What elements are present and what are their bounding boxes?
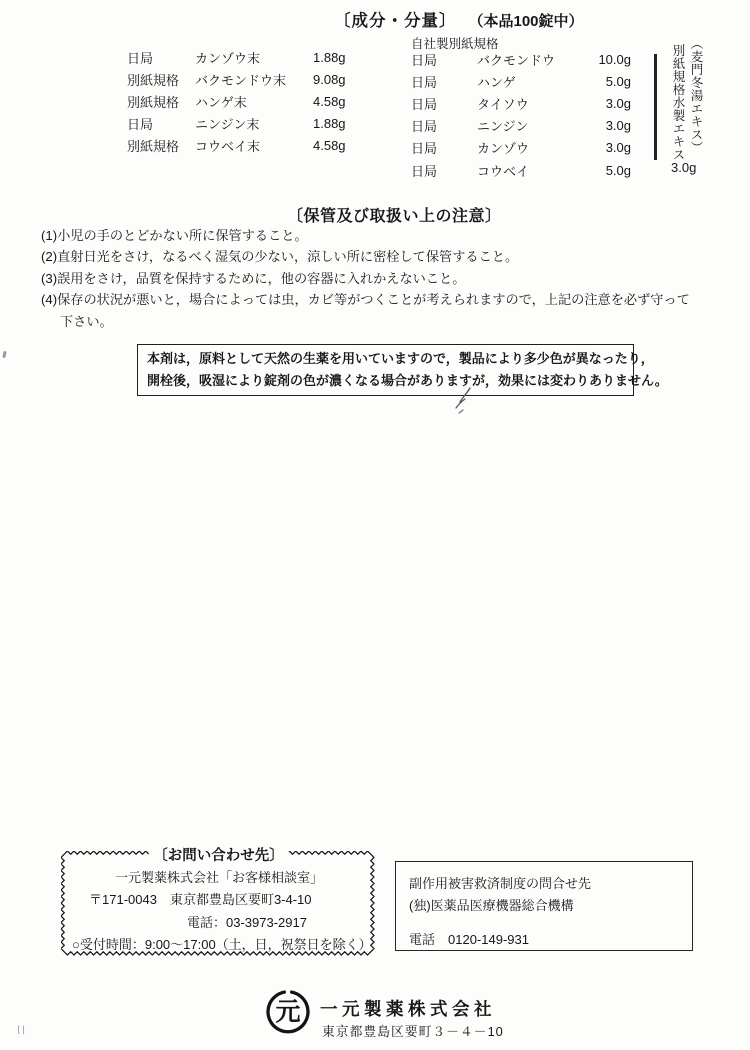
relief-org-line: (独)医薬品医療機器総合機構 [409,897,574,913]
ingredient-name-cell: カンゾウ [477,141,530,157]
ingredient-name-cell: ニンジン [477,119,529,135]
relief-title-line: 副作用被害救済制度の問合せ先 [409,876,592,891]
scan-artifact [2,351,6,358]
relief-phone-line: 電話 0120-149-931 [409,932,529,947]
natural-ingredient-note-box [137,344,668,396]
standard-cell: 日局 [411,52,438,68]
standard-cell: 別紙規格 [127,139,180,155]
amount-cell: 5.0g [605,162,631,178]
table-row [411,70,631,92]
ingredient-name-cell: コウベイ [477,163,530,179]
extract-paren-vertical: （麦門冬湯エキス） [689,37,703,154]
storage-precautions-list [41,225,741,332]
precaution-item: (4)保存の状況が悪いと，場合によっては虫，カビ等がつくことが考えられますので，上記の注意を必ず守って [41,292,690,308]
contact-hours-line: ○受付時間：9:00～17:00（土，日，祝祭日を除く） [72,937,372,953]
standard-cell: 別紙規格 [127,94,180,110]
amount-cell: 5.0g [605,73,631,89]
table-row [411,137,631,159]
contact-box-title: 〔お問い合わせ先〕 [148,844,289,865]
table-row [411,48,631,70]
table-row [127,46,375,68]
standard-cell: 別紙規格 [127,72,180,88]
standard-cell: 日局 [411,74,438,90]
precaution-item: (2)直射日光をさけ，なるべく湿気の少ない，涼しい所に密栓して保管すること。 [41,249,519,265]
composition-table-left [127,46,375,157]
extract-group-bar [654,54,657,160]
contact-box-lines [69,867,372,957]
precaution-continuation: 下さい。 [60,313,113,329]
scan-artifact: ❲| [15,1024,25,1034]
amount-cell: 10.0g [598,51,631,67]
standard-cell: 日局 [127,50,154,66]
adr-relief-box [395,861,693,951]
standard-cell: 日局 [411,119,438,135]
standard-cell: 日局 [411,141,438,157]
extract-name-vertical: 別紙規格水製エキス [671,44,685,161]
company-logo [263,985,313,1035]
ingredient-name-cell: ハンゲ [477,74,516,90]
table-row [411,159,631,181]
composition-section-title [334,7,584,31]
standard-cell: 日局 [127,117,154,133]
table-row [411,115,631,137]
company-spec-header: 自社製別紙規格 [411,37,499,51]
amount-cell: 3.0g [605,118,631,134]
contact-box [61,844,376,958]
ingredient-name-cell: コウベイ末 [195,139,261,155]
ingredient-name-cell: カンゾウ末 [195,50,261,66]
amount-cell: 1.88g [313,116,346,132]
amount-cell: 1.88g [313,49,346,65]
amount-cell: 3.0g [605,95,631,111]
pen-mark-artifact [446,386,480,418]
logo-character: 元 [275,998,301,1026]
amount-cell: 3.0g [605,140,631,156]
composition-title: 〔成分・分量〕 [334,12,457,30]
precaution-item: (1)小児の手のとどかない所に保管すること。 [41,228,308,243]
amount-cell: 9.08g [313,71,346,87]
contact-address-line: 〒171-0043 東京都豊島区要町3-4-10 [89,892,312,908]
ingredient-name-cell: バクモンドウ末 [195,72,287,88]
note-line-2: 開栓後，吸湿により錠剤の色が濃くなる場合がありますが，効果には変わりありません。 [147,372,668,388]
table-row [127,135,375,157]
extract-amount: 3.0g [671,160,697,175]
precaution-item: (3)誤用をさけ，品質を保持するために，他の容器に入れかえないこと。 [41,270,466,286]
contact-company-line: 一元製薬株式会社「お客様相談室」 [114,870,323,885]
ingredient-name-cell: タイソウ [477,96,529,112]
table-row [411,92,631,114]
composition-subtitle: （本品100錠中） [468,13,584,30]
note-line-1: 本剤は，原料として天然の生薬を用いていますので，製品により多少色が異なったり， [147,351,654,366]
footer-address: 東京都豊島区要町３－４－10 [322,1024,504,1039]
standard-cell: 日局 [411,163,438,179]
composition-table-right [411,48,631,181]
table-row [127,68,375,90]
footer-company-name: 一元製薬株式会社 [320,999,496,1019]
ingredient-name-cell: ニンジン末 [195,117,260,133]
amount-cell: 4.58g [313,138,346,154]
precaution-items [41,225,741,311]
standard-cell: 日局 [411,96,438,112]
ingredient-name-cell: ハンゲ末 [195,94,247,110]
contact-phone-line: 電話：03-3973-2917 [187,914,307,930]
storage-section-title: 〔保管及び取扱い上の注意〕 [287,208,502,225]
ingredient-name-cell: バクモンドウ [477,52,556,68]
table-row [127,113,375,135]
amount-cell: 4.58g [313,93,346,109]
table-row [127,90,375,112]
